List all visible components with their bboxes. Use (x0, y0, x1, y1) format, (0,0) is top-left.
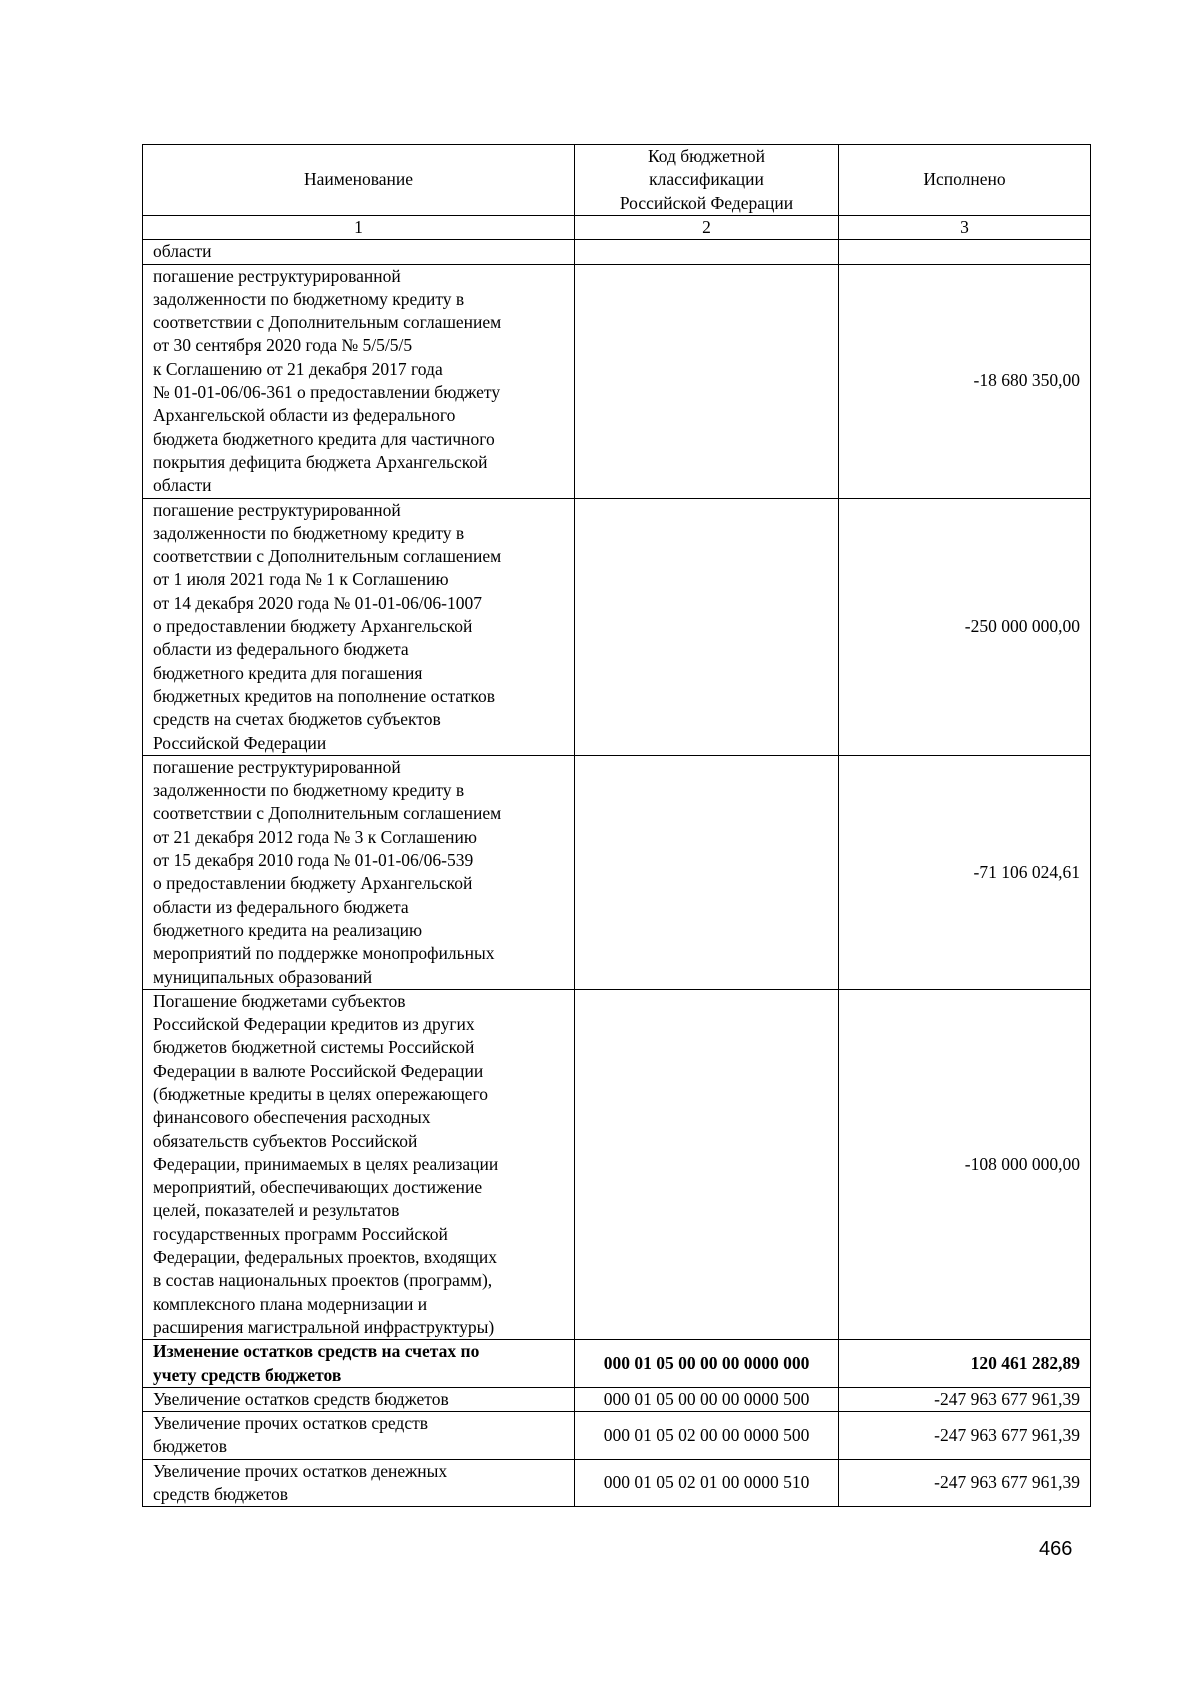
row-value-cell: -71 106 024,61 (839, 755, 1091, 989)
row-code-cell: 000 01 05 02 01 00 0000 510 (575, 1459, 839, 1507)
table-row (143, 755, 1091, 989)
row-name-cell: Увеличение прочих остатков денежных средств бюджетов (143, 1459, 575, 1507)
table-row (143, 240, 1091, 264)
row-name-cell: Увеличение прочих остатков средств бюджетов (143, 1412, 575, 1460)
table-row (143, 498, 1091, 755)
row-code-cell: 000 01 05 02 00 00 0000 500 (575, 1412, 839, 1460)
row-code-cell: 000 01 05 00 00 00 0000 500 (575, 1387, 839, 1411)
table-row (143, 1459, 1091, 1507)
table-row (143, 1387, 1091, 1411)
row-value-cell: -18 680 350,00 (839, 264, 1091, 498)
row-value-cell: -250 000 000,00 (839, 498, 1091, 755)
row-code-cell: 000 01 05 00 00 00 0000 000 (575, 1340, 839, 1388)
row-name-cell: Увеличение остатков средств бюджетов (143, 1387, 575, 1411)
page-number: 466 (1039, 1538, 1073, 1560)
row-code-cell (575, 240, 839, 264)
column-number-row (143, 216, 1091, 240)
table-row (143, 1340, 1091, 1388)
column-number: 3 (839, 216, 1091, 240)
table-row (143, 1412, 1091, 1460)
table-row (143, 264, 1091, 498)
row-code-cell (575, 989, 839, 1339)
row-name-cell: области (143, 240, 575, 264)
header-row (143, 145, 1091, 216)
row-value-cell: -247 963 677 961,39 (839, 1459, 1091, 1507)
row-code-cell (575, 264, 839, 498)
row-name-cell: погашение реструктурированной задолженности по бюджетному кредиту в соответствии с Дополнительным соглашением от 30 сентября 2020 года № 5/5/5/5 к Соглашению от 21 декабря 2017 года № 01-01-06/06-361 о предоставлении бюджету Архангельской области из федерального бюджета бюджетного кредита для частичного покрытия дефицита бюджета Архангельской области (143, 264, 575, 498)
header-executed: Исполнено (839, 145, 1091, 216)
row-value-cell (839, 240, 1091, 264)
budget-table (142, 144, 1091, 1507)
column-number: 1 (143, 216, 575, 240)
row-code-cell (575, 498, 839, 755)
row-name-cell: Погашение бюджетами субъектов Российской Федерации кредитов из других бюджетов бюджетной системы Российской Федерации в валюте Российской Федерации (бюджетные кредиты в целях опережающего финансового обеспечения расходных обязательств субъектов Российской Федерации, принимаемых в целях реализации мероприятий, обеспечивающих достижение целей, показателей и результатов государственных программ Российской Федерации, федеральных проектов, входящих в состав национальных проектов (программ), комплексного плана модернизации и расширения магистральной инфраструктуры) (143, 989, 575, 1339)
row-name-cell: погашение реструктурированной задолженности по бюджетному кредиту в соответствии с Дополнительным соглашением от 21 декабря 2012 года № 3 к Соглашению от 15 декабря 2010 года № 01-01-06/06-539 о предоставлении бюджету Архангельской области из федерального бюджета бюджетного кредита на реализацию мероприятий по поддержке монопрофильных муниципальных образований (143, 755, 575, 989)
row-value-cell: -247 963 677 961,39 (839, 1412, 1091, 1460)
row-value-cell: -108 000 000,00 (839, 989, 1091, 1339)
row-value-cell: -247 963 677 961,39 (839, 1387, 1091, 1411)
header-code: Код бюджетной классификации Российской Федерации (575, 145, 839, 216)
column-number: 2 (575, 216, 839, 240)
row-code-cell (575, 755, 839, 989)
row-value-cell: 120 461 282,89 (839, 1340, 1091, 1388)
row-name-cell: Изменение остатков средств на счетах по учету средств бюджетов (143, 1340, 575, 1388)
row-name-cell: погашение реструктурированной задолженности по бюджетному кредиту в соответствии с Дополнительным соглашением от 1 июля 2021 года № 1 к Соглашению от 14 декабря 2020 года № 01-01-06/06-1007 о предоставлении бюджету Архангельской области из федерального бюджета бюджетного кредита для погашения бюджетных кредитов на пополнение остатков средств на счетах бюджетов субъектов Российской Федерации (143, 498, 575, 755)
header-name: Наименование (143, 145, 575, 216)
table-row (143, 989, 1091, 1339)
